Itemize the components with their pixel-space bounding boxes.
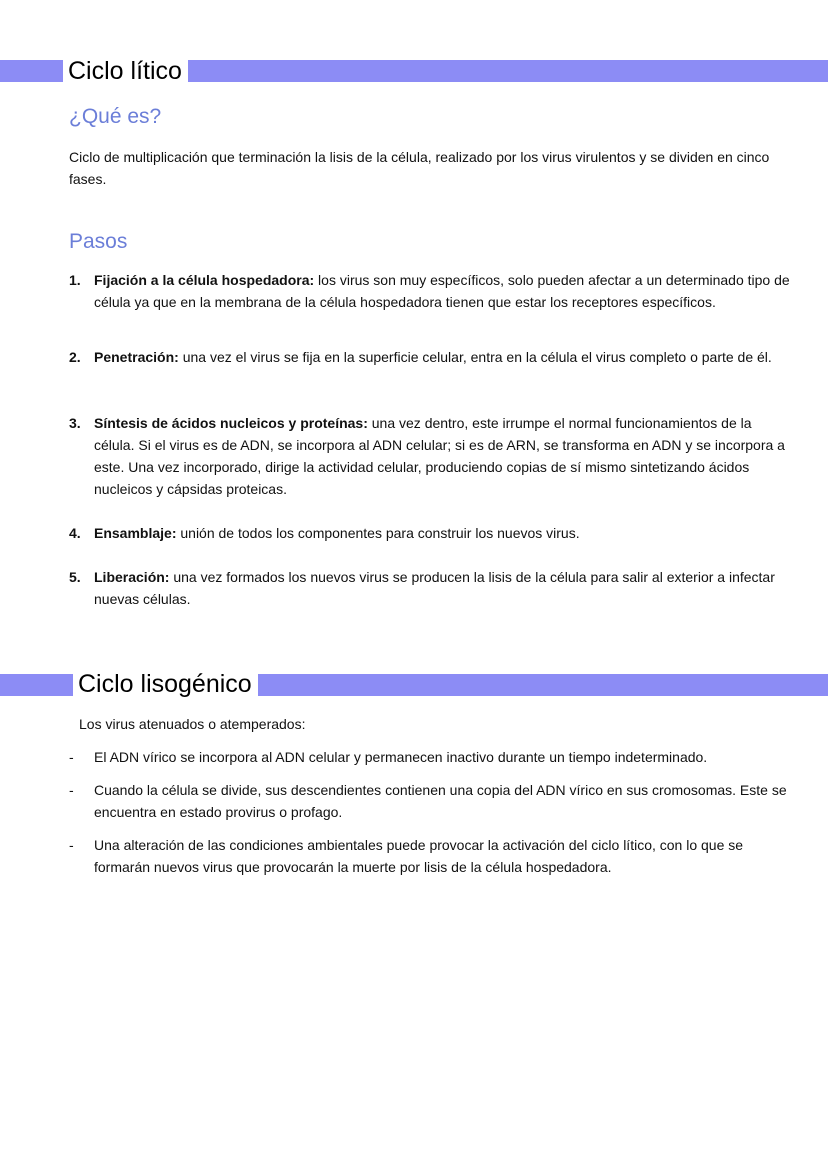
- bullet-text: Una alteración de las condiciones ambientales puede provocar la activación del ciclo lítico, con lo que se formarán nuevos virus que provocarán la muerte por lisis de la célula hospedadora.: [94, 837, 744, 875]
- step-term: Ensamblaje:: [94, 525, 177, 541]
- step-number: 5.: [69, 569, 81, 585]
- bullet-text: Cuando la célula se divide, sus descendientes contienen una copia del ADN vírico en sus cromosomas. Este se encuentra en estado provirus o profago.: [94, 782, 787, 820]
- step-text: unión de todos los componentes para construir los nuevos virus.: [176, 525, 580, 541]
- step-body: [94, 412, 791, 500]
- step-term: Penetración:: [94, 349, 179, 365]
- list-item-step-2: [69, 346, 791, 390]
- step-body: [94, 522, 791, 544]
- list-item-bullet-2: [69, 779, 791, 823]
- intro-paragraph: Los virus atenuados o atemperados:: [79, 716, 306, 732]
- bullet-dash: -: [69, 837, 74, 853]
- subheading-pasos: Pasos: [69, 230, 128, 253]
- section-title: Ciclo lítico: [63, 56, 188, 86]
- section-heading-ciclo-litico: [0, 56, 828, 90]
- step-text: una vez el virus se fija en la superficie celular, entra en la célula el virus completo o parte de él.: [178, 349, 772, 365]
- step-text: una vez formados los nuevos virus se producen la lisis de la célula para salir al exterior a infectar nuevas células.: [94, 569, 775, 607]
- bullet-text: El ADN vírico se incorpora al ADN celular y permanecen inactivo durante un tiempo indeterminado.: [94, 749, 708, 765]
- step-term: Fijación a la célula hospedadora:: [94, 272, 315, 288]
- bullet-dash: -: [69, 749, 74, 765]
- subheading-que-es: ¿Qué es?: [69, 105, 162, 128]
- list-item-step-5: [69, 566, 791, 610]
- step-body: [94, 566, 791, 610]
- step-number: 2.: [69, 349, 81, 365]
- section-title: Ciclo lisogénico: [73, 669, 258, 699]
- list-item-step-3: [69, 412, 791, 500]
- step-body: [94, 269, 791, 313]
- step-text: una vez dentro, este irrumpe el normal funcionamientos de la célula. Si el virus es de ADN, se incorpora al ADN celular; si es de ARN, se transforma en ADN y se incorpora a este. Una vez incorporado, dirige la actividad celular, produciendo copias de sí mismo sintetizando ácidos nucleicos y cápsidas proteicas.: [94, 415, 785, 497]
- list-item-bullet-3: [69, 834, 791, 878]
- step-term: Liberación:: [94, 569, 170, 585]
- step-body: [94, 346, 791, 368]
- definition-paragraph: Ciclo de multiplicación que terminación la lisis de la célula, realizado por los virus virulentos y se dividen en cinco fases.: [69, 149, 770, 187]
- step-number: 3.: [69, 415, 81, 431]
- step-text: los virus son muy específicos, solo pueden afectar a un determinado tipo de célula ya que en la membrana de la célula hospedadora tienen que estar los receptores específicos.: [94, 272, 790, 310]
- section-heading-ciclo-lisogenico: [0, 669, 828, 703]
- step-term: Síntesis de ácidos nucleicos y proteínas:: [94, 415, 368, 431]
- list-item-step-1: [69, 269, 791, 335]
- bullet-dash: -: [69, 782, 74, 798]
- list-item-step-4: [69, 522, 791, 544]
- list-item-bullet-1: [69, 746, 791, 768]
- step-number: 4.: [69, 525, 81, 541]
- step-number: 1.: [69, 272, 81, 288]
